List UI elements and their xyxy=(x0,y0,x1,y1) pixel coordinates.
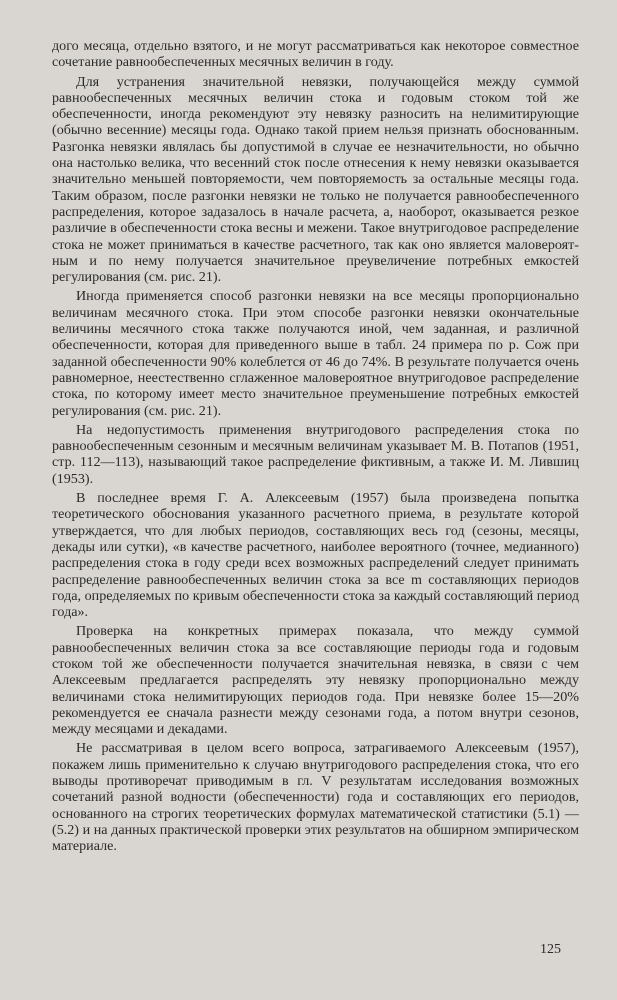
paragraph-4: На недопустимость применения внутригодового распределения стока по равнообеспеченным сезонным и месячным величинам указывает М. В. Потапов (1951, стр. 112—113), называющий такое распределение фиктивным, а также И. М. Лившиц (1953). xyxy=(52,421,579,487)
paragraph-5: В последнее время Г. А. Алексеевым (1957) была произведена попытка теоретического обоснования указанного расчетного приема, в результате которой утверждается, что для любых периодов, составляющих весь год (сезоны, месяцы, декады или сутки), «в качестве расчетного, наиболее вероятного (точнее, медианного) распределения стока в году среди всех возможных распределений следует принимать распределение равнообеспеченных величин стока за все m составляющих периодов года, определяемых по кривым обеспеченности стока за каждый составляющий период года». xyxy=(52,490,579,621)
paragraph-2: Для устранения значительной невязки, получающейся между суммой равнообеспеченных месячных величин стока и годовым стоком той же обеспеченности, иногда рекомендуют эту невязку разносить на нелимитирующие (обычно весенние) месяцы года. Однако такой прием нельзя признать обоснованным. Разгонка невязки являлась бы допустимой в случае ее незначительности, но обычно она настолько велика, что весенний сток после отнесения к нему невязки оказывается значительно меньшей повторяемости, чем повторяемость за остальные месяцы года. Таким образом, после разгонки невязки не только не получается равнообеспеченного распределения, которое задазалось в начале расчета, а, наоборот, оказывается резкое различие в обеспеченности стока весны и межени. Такое внутригодовое распределение стока не может приниматься в качестве расчетного, так как оно является маловероятным и по нему получается значительное преувеличение потребных емкостей регулирования (см. рис. 21). xyxy=(52,73,579,286)
paragraph-7: Не рассматривая в целом всего вопроса, затрагиваемого Алексеевым (1957), покажем лишь применительно к случаю внутригодового распределения стока, что его выводы противоречат приводимым в гл. V результатам исследования возможных сочетаний разной водности (обеспеченности) года и составляющих его периодов, основанного на строгих теоретических формулах математической статистики (5.1) — (5.2) и на данных практической проверки этих результатов на обширном эмпирическом материале. xyxy=(52,740,579,855)
page-number: 125 xyxy=(540,942,561,957)
paragraph-1: дого месяца, отдельно взятого, и не могут рассматриваться как некоторое совместное сочетание равнообеспеченных месячных величин в году. xyxy=(52,38,579,71)
paragraph-6: Проверка на конкретных примерах показала, что между суммой равнообеспеченных величин стока за все составляющие периоды года и годовым стоком той же обеспеченности получается значительная невязка, в связи с чем Алексеевым предлагается распределять эту невязку пропорционально между величинами стока нелимитирующих периодов года. При невязке более 15—20% рекомендуется ее сначала разнести между сезонами года, а потом внутри сезонов, между месяцами и декадами. xyxy=(52,623,579,738)
paragraph-3: Иногда применяется способ разгонки невязки на все месяцы пропорционально величинам месячного стока. При этом способе разгонки невязки окончательные величины месячного стока также получаются иной, чем заданная, и различной обеспеченности, которая для приведенного выше в табл. 24 примера по р. Сож при заданной обеспеченности 90% колеблется от 46 до 74%. В результате получается очень равномерное, неестественно сглаженное маловероятное внутригодовое распределение стока, по которому имеет место значительное преуменьшение потребных емкостей регулирования (см. рис. 21). xyxy=(52,288,579,419)
body-text xyxy=(52,38,579,855)
